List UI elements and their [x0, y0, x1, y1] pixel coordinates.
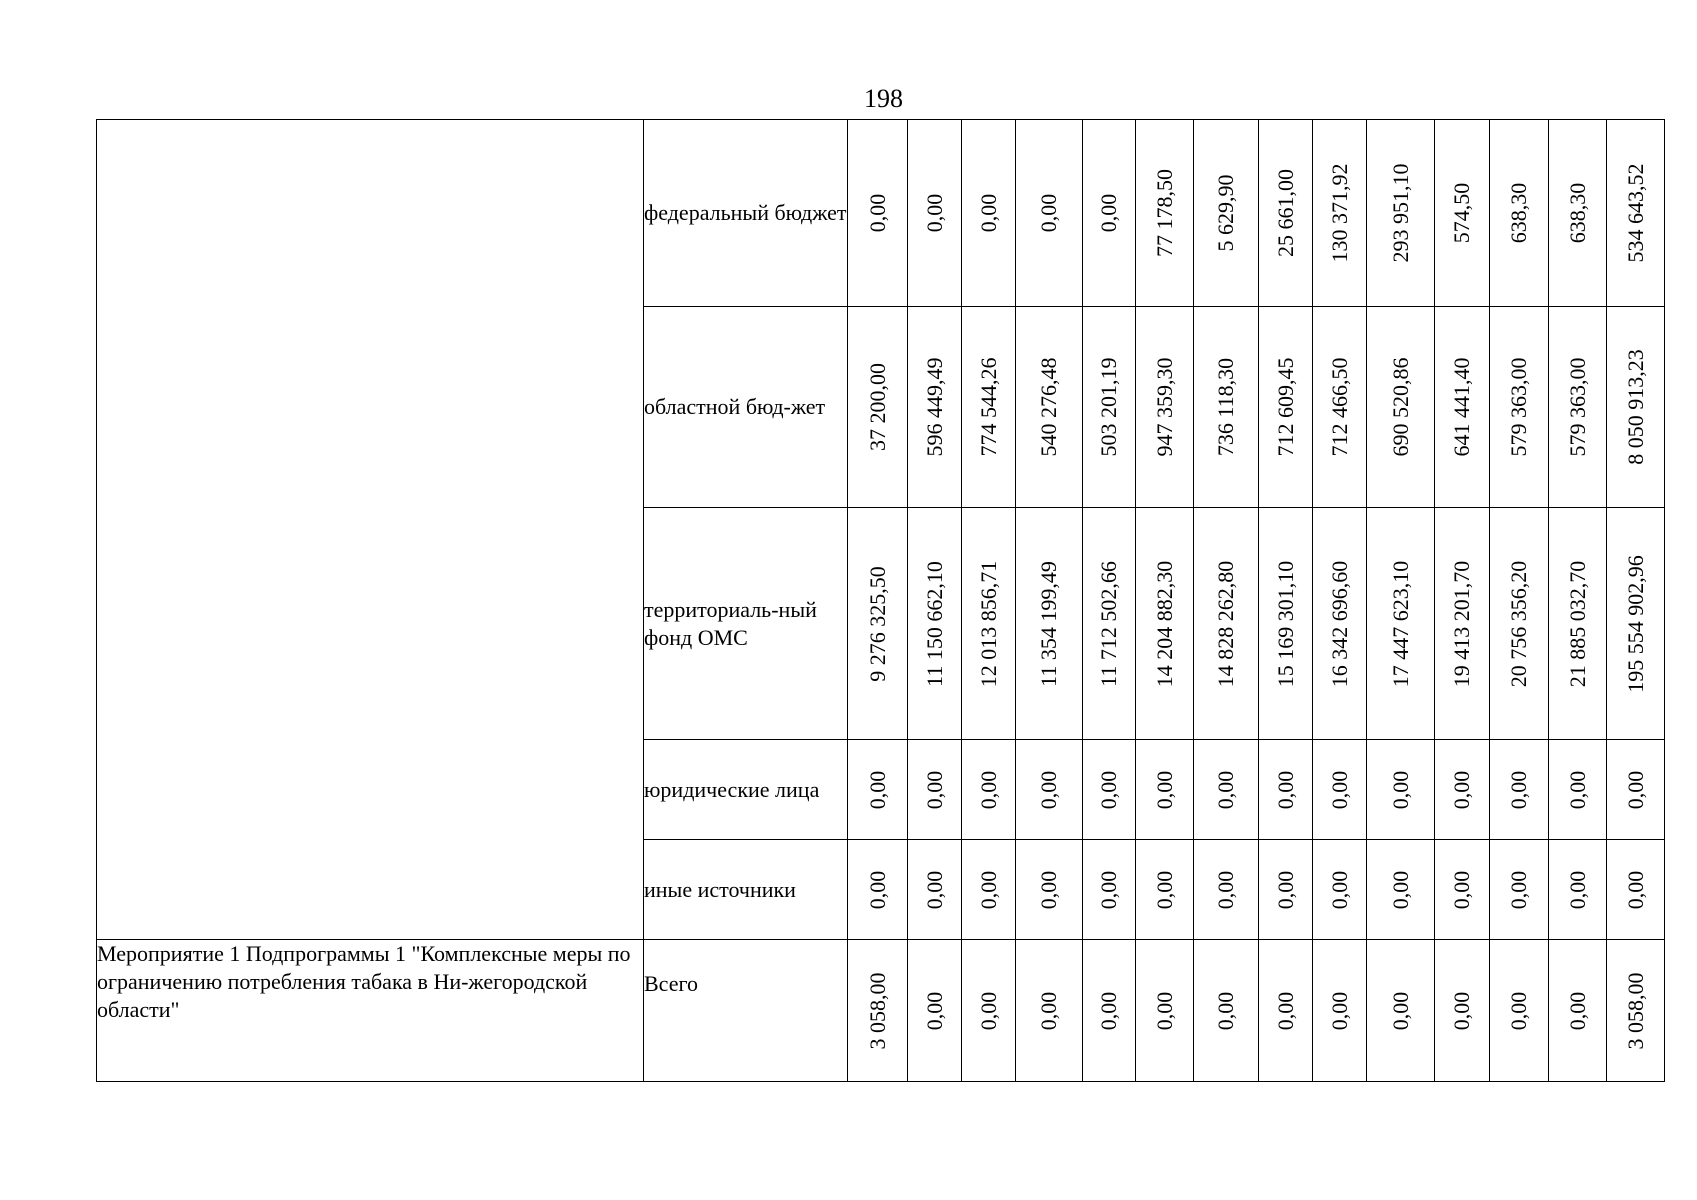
value-cell — [1490, 120, 1549, 307]
value-cell — [1016, 120, 1083, 307]
value-text: 77 178,50 — [1151, 169, 1177, 257]
value-text: 0,00 — [921, 870, 947, 909]
table-row — [97, 940, 1665, 1082]
value-text: 11 354 199,49 — [1036, 560, 1061, 687]
value-text: 0,00 — [1387, 770, 1413, 809]
value-text: 0,00 — [1622, 870, 1648, 909]
value-cell — [1136, 307, 1194, 508]
value-text: 21 885 032,70 — [1564, 560, 1590, 687]
value-text: 17 447 623,10 — [1387, 560, 1413, 687]
value-text: 0,00 — [1449, 870, 1474, 909]
value-cell — [1367, 120, 1435, 307]
value-text: 0,00 — [975, 870, 1001, 909]
value-text: 11 712 502,66 — [1096, 560, 1121, 687]
value-cell — [1313, 940, 1367, 1082]
value-text: 638,30 — [1564, 182, 1590, 244]
value-text: 130 371,92 — [1326, 163, 1352, 263]
value-cell — [1607, 120, 1665, 307]
value-cell — [1136, 840, 1194, 940]
value-text: 25 661,00 — [1272, 169, 1298, 257]
value-cell — [1607, 307, 1665, 508]
value-cell — [1083, 508, 1136, 740]
value-cell — [962, 840, 1016, 940]
value-text: 19 413 201,70 — [1449, 560, 1474, 687]
value-text: 534 643,52 — [1622, 163, 1648, 263]
value-cell — [848, 840, 908, 940]
value-cell — [1194, 840, 1259, 940]
value-text: 947 359,30 — [1151, 357, 1177, 457]
value-cell — [1367, 740, 1435, 840]
value-text: 3 058,00 — [1622, 972, 1648, 1049]
value-cell — [1313, 840, 1367, 940]
value-cell — [1435, 307, 1490, 508]
value-cell — [1435, 840, 1490, 940]
value-cell — [848, 120, 908, 307]
value-text: 690 520,86 — [1387, 357, 1413, 457]
value-text: 0,00 — [1036, 193, 1061, 233]
value-text: 11 150 662,10 — [921, 560, 947, 687]
value-cell — [1367, 940, 1435, 1082]
value-text: 0,00 — [1096, 193, 1121, 233]
value-cell — [908, 740, 962, 840]
value-cell — [1549, 940, 1607, 1082]
value-text: 540 276,48 — [1036, 357, 1061, 457]
value-text: 0,00 — [1326, 991, 1352, 1030]
value-text: 503 201,19 — [1096, 357, 1121, 457]
value-text: 3 058,00 — [864, 972, 890, 1049]
value-text: 0,00 — [1564, 870, 1590, 909]
value-cell — [1083, 840, 1136, 940]
value-text: 596 449,49 — [921, 357, 947, 457]
value-cell — [1083, 120, 1136, 307]
value-cell — [1549, 307, 1607, 508]
funding-source-cell: юридические лица — [644, 740, 848, 840]
value-text: 0,00 — [1036, 770, 1061, 809]
value-cell — [1367, 840, 1435, 940]
table-row — [97, 120, 1665, 307]
value-cell — [1607, 940, 1665, 1082]
value-text: 579 363,00 — [1506, 357, 1531, 457]
value-text: 736 118,30 — [1213, 357, 1238, 457]
value-cell — [962, 508, 1016, 740]
value-text: 0,00 — [1213, 991, 1238, 1030]
value-cell — [1435, 940, 1490, 1082]
description-cell — [97, 120, 644, 940]
value-cell — [1549, 508, 1607, 740]
value-text: 0,00 — [1326, 770, 1352, 809]
value-text: 0,00 — [1564, 770, 1590, 809]
value-text: 0,00 — [1449, 991, 1474, 1030]
value-cell — [848, 508, 908, 740]
value-cell — [1313, 307, 1367, 508]
value-text: 0,00 — [1506, 770, 1531, 809]
value-cell — [1136, 940, 1194, 1082]
value-cell — [1083, 940, 1136, 1082]
value-cell — [1194, 120, 1259, 307]
value-cell — [1313, 508, 1367, 740]
value-text: 0,00 — [1387, 991, 1413, 1030]
value-cell — [1259, 508, 1313, 740]
value-cell — [1490, 840, 1549, 940]
value-cell — [1016, 740, 1083, 840]
value-text: 37 200,00 — [864, 363, 890, 451]
value-cell — [848, 940, 908, 1082]
value-text: 0,00 — [1272, 991, 1298, 1030]
value-cell — [1136, 508, 1194, 740]
value-text: 16 342 696,60 — [1326, 560, 1352, 687]
value-text: 0,00 — [1387, 870, 1413, 909]
value-cell — [1259, 840, 1313, 940]
value-cell — [1136, 120, 1194, 307]
value-cell — [1607, 508, 1665, 740]
value-cell — [908, 120, 962, 307]
value-text: 14 204 882,30 — [1151, 560, 1177, 687]
value-cell — [962, 307, 1016, 508]
value-cell — [1607, 840, 1665, 940]
value-text: 8 050 913,23 — [1622, 349, 1648, 465]
value-cell — [1194, 307, 1259, 508]
value-cell — [1490, 940, 1549, 1082]
value-text: 0,00 — [1151, 770, 1177, 809]
value-text: 0,00 — [1151, 991, 1177, 1030]
value-text: 0,00 — [1096, 770, 1121, 809]
value-text: 0,00 — [1449, 770, 1474, 809]
value-text: 0,00 — [975, 991, 1001, 1030]
value-text: 0,00 — [921, 991, 947, 1030]
value-text: 0,00 — [1326, 870, 1352, 909]
value-cell — [1549, 120, 1607, 307]
value-cell — [1313, 740, 1367, 840]
value-text: 0,00 — [1096, 870, 1121, 909]
value-cell — [1259, 120, 1313, 307]
value-text: 293 951,10 — [1387, 163, 1413, 263]
value-text: 0,00 — [921, 770, 947, 809]
value-cell — [908, 508, 962, 740]
value-cell — [908, 840, 962, 940]
value-text: 638,30 — [1506, 182, 1531, 244]
value-cell — [1194, 740, 1259, 840]
value-text: 0,00 — [864, 870, 890, 909]
value-cell — [1490, 307, 1549, 508]
value-cell — [962, 120, 1016, 307]
value-cell — [1435, 740, 1490, 840]
value-cell — [848, 740, 908, 840]
value-cell — [848, 307, 908, 508]
value-text: 0,00 — [1151, 870, 1177, 909]
value-text: 0,00 — [1036, 870, 1061, 909]
value-text: 641 441,40 — [1449, 357, 1474, 457]
value-text: 5 629,90 — [1213, 174, 1238, 252]
value-text: 0,00 — [1564, 991, 1590, 1030]
value-text: 0,00 — [1506, 870, 1531, 909]
value-cell — [1259, 307, 1313, 508]
value-cell — [1083, 740, 1136, 840]
description-cell: Мероприятие 1 Подпрограммы 1 "Комплексные меры по ограничению потребления табака в Ни-жегородской области" — [97, 940, 644, 1082]
funding-source-cell: иные источники — [644, 840, 848, 940]
value-text: 0,00 — [1506, 991, 1531, 1030]
value-cell — [1259, 940, 1313, 1082]
value-cell — [1490, 740, 1549, 840]
value-cell — [1549, 840, 1607, 940]
value-text: 0,00 — [1036, 991, 1061, 1030]
value-cell — [1016, 840, 1083, 940]
value-cell — [1136, 740, 1194, 840]
value-cell — [908, 307, 962, 508]
value-cell — [908, 940, 962, 1082]
value-cell — [1435, 120, 1490, 307]
value-cell — [1016, 940, 1083, 1082]
value-text: 0,00 — [1213, 870, 1238, 909]
value-text: 712 466,50 — [1326, 357, 1352, 457]
page-number: 198 — [864, 84, 903, 113]
value-text: 15 169 301,10 — [1272, 560, 1298, 687]
value-text: 0,00 — [1272, 870, 1298, 909]
financing-table — [96, 119, 1665, 1082]
value-cell — [1367, 307, 1435, 508]
value-text: 0,00 — [864, 193, 890, 233]
value-text: 774 544,26 — [975, 357, 1001, 457]
value-text: 0,00 — [1096, 991, 1121, 1030]
value-cell — [1194, 940, 1259, 1082]
value-text: 579 363,00 — [1564, 357, 1590, 457]
value-cell — [1083, 307, 1136, 508]
value-cell — [962, 740, 1016, 840]
value-text: 0,00 — [864, 770, 890, 809]
value-text: 14 828 262,80 — [1213, 560, 1238, 687]
value-cell — [1367, 508, 1435, 740]
value-cell — [1194, 508, 1259, 740]
value-cell — [962, 940, 1016, 1082]
funding-source-cell: Всего — [644, 940, 848, 1082]
value-cell — [1490, 508, 1549, 740]
value-text: 712 609,45 — [1272, 357, 1298, 457]
value-text: 0,00 — [1213, 770, 1238, 809]
value-text: 12 013 856,71 — [975, 560, 1001, 687]
value-text: 0,00 — [921, 193, 947, 233]
value-text: 9 276 325,50 — [864, 565, 890, 682]
value-text: 0,00 — [975, 193, 1001, 233]
value-cell — [1435, 508, 1490, 740]
value-cell — [1259, 740, 1313, 840]
value-cell — [1016, 307, 1083, 508]
value-text: 0,00 — [975, 770, 1001, 809]
value-cell — [1016, 508, 1083, 740]
value-text: 20 756 356,20 — [1506, 560, 1531, 687]
funding-source-cell: федеральный бюджет — [644, 120, 848, 307]
funding-source-cell: территориаль-ный фонд ОМС — [644, 508, 848, 740]
funding-source-cell: областной бюд-жет — [644, 307, 848, 508]
value-text: 0,00 — [1272, 770, 1298, 809]
value-text: 0,00 — [1622, 770, 1648, 809]
value-cell — [1313, 120, 1367, 307]
value-cell — [1607, 740, 1665, 840]
value-cell — [1549, 740, 1607, 840]
value-text: 574,50 — [1449, 182, 1474, 244]
value-text: 195 554 902,96 — [1622, 554, 1648, 693]
